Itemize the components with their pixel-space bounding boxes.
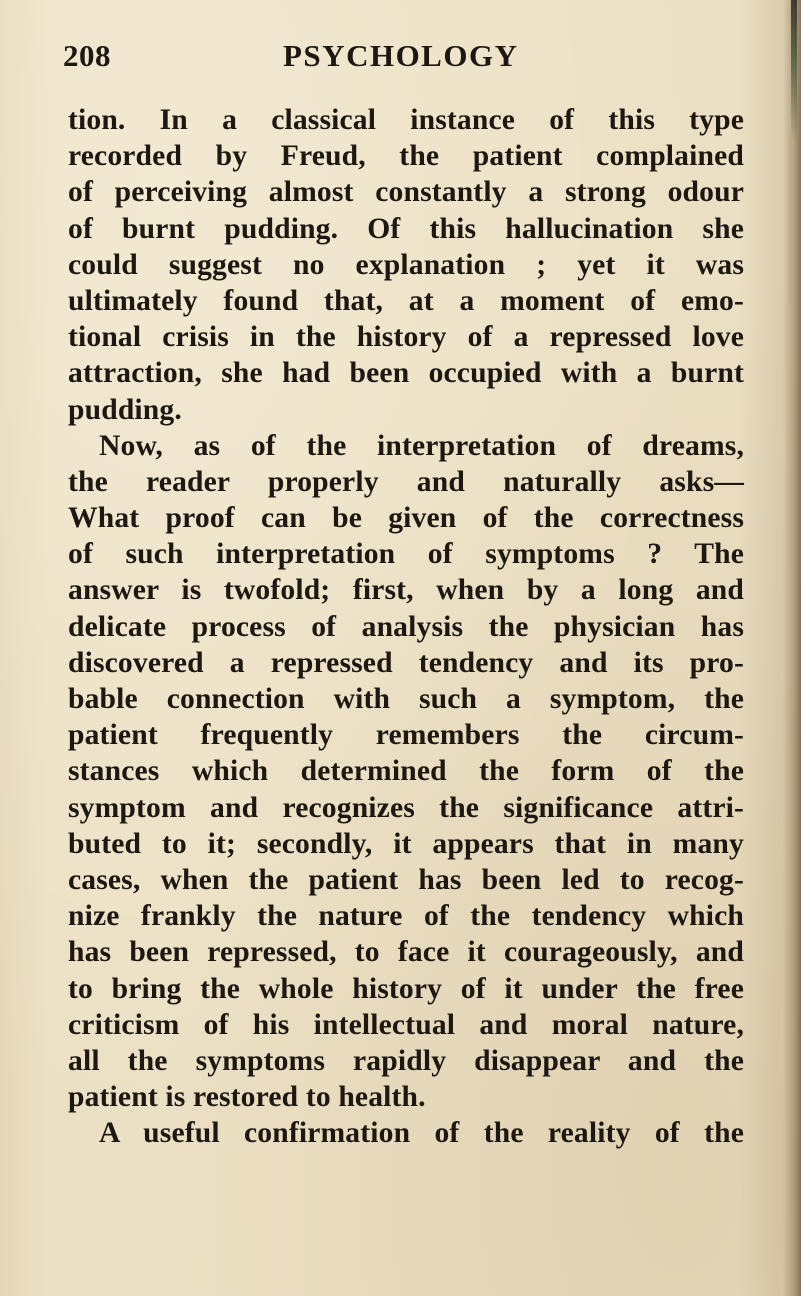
running-head <box>63 38 763 84</box>
text-line: delicate process of analysis the physician has <box>68 610 744 643</box>
text-line: What proof can be given of the correctness <box>68 502 744 535</box>
text-line: could suggest no explanation ; yet it was <box>68 248 744 281</box>
text-line: buted to it; secondly, it appears that in many <box>68 827 744 860</box>
text-line: cases, when the patient has been led to recog- <box>68 863 744 896</box>
text-line: of perceiving almost constantly a strong odour <box>68 176 744 209</box>
text-line: the reader properly and naturally asks— <box>68 465 744 498</box>
text-line: tional crisis in the history of a repressed love <box>68 321 744 354</box>
text-line: criticism of his intellectual and moral nature, <box>68 1008 744 1041</box>
running-title: PSYCHOLOGY <box>283 38 519 73</box>
text-line: bable connection with such a symptom, the <box>68 683 744 715</box>
text-line: of such interpretation of symptoms ? The <box>68 538 744 571</box>
text-line: patient is restored to health. <box>68 1081 426 1114</box>
text-line: A useful confirmation of the reality of the <box>99 1117 744 1150</box>
text-line: pudding. <box>68 393 182 426</box>
text-line: symptom and recognizes the significance attri- <box>68 791 744 824</box>
text-line: stances which determined the form of the <box>68 755 744 788</box>
text-line: nize frankly the nature of the tendency which <box>68 900 744 933</box>
text-line: patient frequently remembers the circum- <box>68 719 744 752</box>
text-line: Now, as of the interpretation of dreams, <box>99 429 744 462</box>
text-line: discovered a repressed tendency and its pro- <box>68 646 744 679</box>
page-edge-shadow <box>783 0 801 1296</box>
text-line: all the symptoms rapidly disappear and the <box>68 1044 744 1077</box>
text-line: tion. In a classical instance of this type <box>68 104 744 136</box>
text-line: ultimately found that, at a moment of emo- <box>68 284 744 317</box>
text-line: has been repressed, to face it courageously, and <box>68 936 744 969</box>
text-line: attraction, she had been occupied with a burnt <box>68 357 744 390</box>
body-text <box>68 102 744 1151</box>
text-line: recorded by Freud, the patient complained <box>68 140 744 173</box>
page-number: 208 <box>63 38 111 73</box>
text-line: to bring the whole history of it under the free <box>68 972 744 1005</box>
text-line: answer is twofold; first, when by a long and <box>68 574 744 607</box>
text-line: of burnt pudding. Of this hallucination she <box>68 212 744 245</box>
